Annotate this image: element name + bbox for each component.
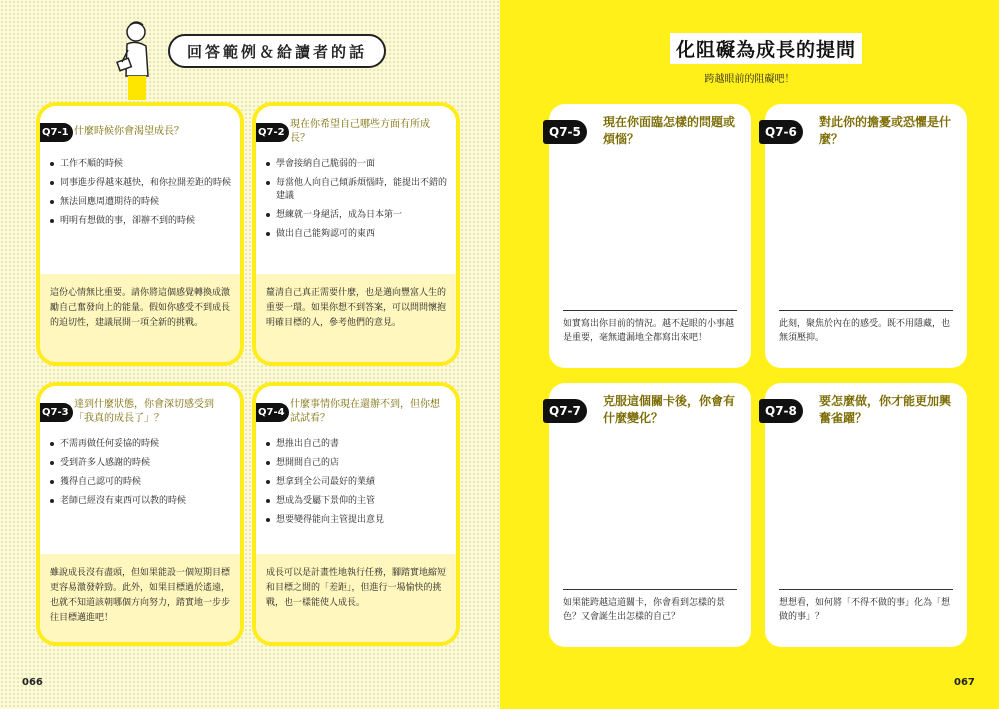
divider <box>563 589 737 590</box>
list-item: 受到許多人感謝的時候 <box>50 457 232 470</box>
question-title: 克服這個關卡後，你會有什麼變化？ <box>603 394 736 425</box>
question-badge: Q7-3 <box>36 403 73 422</box>
list-item: 想成為受屬下景仰的主管 <box>266 495 448 508</box>
page-subtitle: 跨越眼前的阻礙吧！ <box>704 74 795 85</box>
reader-message: 這份心情無比重要。請你將這個感覺轉換成激勵自己奮發向上的能量。假如你感受不到成長的迫切性，建議展開一項全新的挑戰。 <box>40 274 240 362</box>
reading-person-illustration <box>114 20 158 102</box>
answer-example-list <box>50 438 232 514</box>
question-card-q7-4 <box>252 382 460 646</box>
list-item: 做出自己能夠認可的東西 <box>266 228 448 241</box>
list-item: 無法回應周遭期待的時候 <box>50 196 232 209</box>
question-card-q7-2 <box>252 102 460 366</box>
section-header: 回答範例＆給讀者的話 <box>168 34 386 68</box>
list-item: 工作不順的時候 <box>50 158 232 171</box>
list-item: 明明有想做的事，卻辦不到的時候 <box>50 215 232 228</box>
question-title: 什麼事情你現在還辦不到，但你想試試看？ <box>290 399 440 424</box>
answer-example-list <box>266 438 448 533</box>
reader-message: 釐清自己真正需要什麼，也是邁向豐富人生的重要一環。如果你想不到答案，可以問問懷抱明確目標的人，參考他們的意見。 <box>256 274 456 362</box>
worksheet-card-q7-7 <box>549 383 751 647</box>
question-title: 要怎麼做，你才能更加興奮雀躍？ <box>819 394 952 425</box>
question-title: 現在你希望自己哪些方面有所成長？ <box>290 119 430 144</box>
question-card-q7-1 <box>36 102 244 366</box>
question-title: 現在你面臨怎樣的問題或煩惱？ <box>603 115 736 146</box>
list-item: 同事進步得越來越快，和你拉開差距的時候 <box>50 177 232 190</box>
list-item: 不需再做任何妥協的時候 <box>50 438 232 451</box>
divider <box>779 310 953 311</box>
page-number-left: 066 <box>22 677 43 688</box>
divider <box>563 310 737 311</box>
page-number-right: 067 <box>954 677 975 688</box>
question-badge: Q7-5 <box>543 120 587 144</box>
question-title: 達到什麼狀態，你會深切感受到「我真的成長了」？ <box>74 399 214 424</box>
worksheet-card-q7-6 <box>765 104 967 368</box>
list-item: 想拿到全公司最好的業績 <box>266 476 448 489</box>
divider <box>779 589 953 590</box>
worksheet-card-q7-8 <box>765 383 967 647</box>
list-item: 學會接納自己脆弱的一面 <box>266 158 448 171</box>
question-title: 什麼時候你會渴望成長？ <box>74 126 184 137</box>
guidance-text: 想想看，如何將「不得不做的事」化為「想做的事」？ <box>779 598 951 622</box>
list-item: 想練就一身絕活，成為日本第一 <box>266 209 448 222</box>
list-item: 想開間自己的店 <box>266 457 448 470</box>
question-badge: Q7-7 <box>543 399 587 423</box>
question-card-q7-3 <box>36 382 244 646</box>
question-badge: Q7-6 <box>759 120 803 144</box>
question-badge: Q7-2 <box>252 123 289 142</box>
question-badge: Q7-8 <box>759 399 803 423</box>
list-item: 每當他人向自己傾訴煩惱時，能提出不錯的建議 <box>266 177 448 203</box>
reader-message: 雖說成長沒有盡頭，但如果能設一個短期目標更容易激發幹勁。此外，如果目標過於遙遠，也就不知道該朝哪個方向努力，踏實地一步步往目標邁進吧！ <box>40 554 240 642</box>
guidance-text: 此刻，聚焦於內在的感受。既不用隱藏，也無須壓抑。 <box>779 319 951 343</box>
question-title: 對此你的擔憂或恐懼是什麼？ <box>819 115 952 146</box>
question-badge: Q7-4 <box>252 403 289 422</box>
reader-message: 成長可以是計畫性地執行任務，腳踏實地縮短和目標之間的「差距」，但進行一場愉快的挑戰，也一樣能使人成長。 <box>256 554 456 642</box>
worksheet-card-q7-5 <box>549 104 751 368</box>
page-title: 化阻礙為成長的提問 <box>670 33 862 64</box>
answer-example-list <box>50 158 232 234</box>
question-badge: Q7-1 <box>36 123 73 142</box>
list-item: 想要變得能向主管提出意見 <box>266 514 448 527</box>
list-item: 獲得自己認可的時候 <box>50 476 232 489</box>
guidance-text: 如實寫出你目前的情況。越不起眼的小事越是重要，毫無遺漏地全都寫出來吧！ <box>563 319 735 343</box>
list-item: 老師已經沒有東西可以教的時候 <box>50 495 232 508</box>
guidance-text: 如果能跨越這道關卡，你會看到怎樣的景色？又會誕生出怎樣的自己？ <box>563 598 726 622</box>
answer-example-list <box>266 158 448 247</box>
list-item: 想推出自己的書 <box>266 438 448 451</box>
